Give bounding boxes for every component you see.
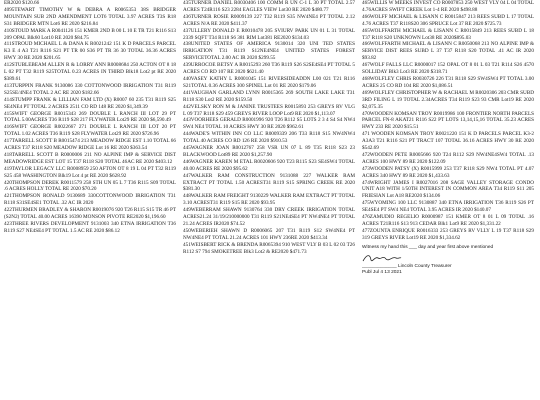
- list-item: 438UNITED STATES OF AMERICA 9130014 320 UNI TED STATES IRRIGATION T31 R119 S12NE4NE4 UNITED STATES FOREST SERVICETOTAL 2.00 AC IR 2020 $299.55: [183, 41, 355, 62]
- list-item: 420THOMPSON DEREK R0011579 258 STH UN 05 L 7 T36 R115 S09 TOTAL .6 ACRES HOLLY TOTAL RE 2020 $70.20: [4, 179, 176, 193]
- list-item: ER2020 $120.66: [4, 0, 40, 6]
- list-item: 421THOMPSON RONALD 9130689 330COTTONWOOD IRRIGATION T31 R118 S31SE4SE1 TOTAL .32 AC IR 2020: [4, 193, 176, 207]
- list-item: 450WEBERIEH SHAWN D R0006065 207 T31 R119 S12 SW4NE4 PT NW4NE4 PT TOTAL 21.24 ACRES 101 HWY 236RE 2020 $413.34: [183, 227, 355, 241]
- list-item: 412STUBLEBEAM ALLEN R & LORRY ANN R0008684 250 ACTON OT 8 18 L 02 PT T32 R119 S25TOTAL 0.23 ACRES IN THIRD Blk18 Lot2 pt RE 2020 $389.61: [4, 62, 176, 82]
- list-item: 423THREE RIVERS DEVELOPMENT 9131003 340 ETNA IRRIGATION T36 R119 S27 NE4SE4 PT TOTAL 1.5 AC RE 2020 $86.12: [4, 221, 176, 234]
- list-item: 444WADE'S WITHIN INN CO LLC R0009339 206 T33 R118 S15 NW4NW4 TOTAL 40 ACRES CO RD 126 RE 2020 $910.53: [183, 131, 355, 145]
- list-item: 422THURMEN BRADLEY & SHARON R0019076 920 T26 R115 S15 TR 46 PT (S2N2) TOTAL 40.00 ACRES 16390 MONSON PIVOTE RE2020 $1,196.60: [4, 207, 176, 221]
- notice-footer: [362, 245, 534, 276]
- list-item: 413TURPPIN FRANK 9130086 330 COTTONWOOD IRRIGATION T31 R119 S25SE/4NE4 TOTAL 2 AC RE 2020 $182.66: [4, 82, 176, 96]
- list-item: 440VASEY KATHY L R0001045 151 RIVERSIDEADDN L00 021 T21 R116 S21TOTAL 0.36 ACRES 300 SPINEL Lot 01 RE 2020 $179.06: [183, 75, 355, 89]
- list-item: 467WOLF FALLS LLC R0000017 152 OPAL OT 8 01 L 03 T21 R114 S26 4570 SOLLIDAY Blk3 Lot3 RE 2020 $318.71: [362, 62, 534, 76]
- list-item: 439URROCOE BETSY A R0015293 260 T36 R119 S26 S2SE4SE4 PT TOTAL 5 ACRES CO RD 107 RE 2020 $621.40: [183, 62, 355, 76]
- list-item: 414STUMPP FRANK & LILLIAN FAM LTD (X) R0007 60 235 T31 R119 S25 SE4NE4 PT TOTAL 2 ACRES 2511 CO RD 148 RE 2020 $1,349.39: [4, 96, 176, 110]
- list-item: 447WALKER RAM CONSTRUCTION 9131088 227 WALKER RAM EXTRACT PT TOTAL 1.50 ACREST31 R119 S15 SPRING CREEK RE 2020 $381.30: [183, 172, 355, 193]
- list-item: 471 WOODEN KOMSAN TROY R0021220 151 K D PARCELS PARCEL K3-2 A3A3 T21 R116 S21 PT TRACT 107 TOTAL 36.16 ACRES HWY 30 RE 2020 $542.69: [362, 131, 534, 152]
- list-item: 473WOODEN PATSY (X) R0015999 253 T37 R118 S29 NW4 TOTAL PT 4.07 ACRES 340 HWY 89 RE 2020 $1,433.63: [362, 165, 534, 179]
- column-1: [4, 0, 176, 400]
- list-item: 476ZAMUDIO REGELIO R0000987 151 KMER OT 8 01 L 09 TOTAL .16 ACRES T21R116 S13 913 CEDAR Blk1 Lot9 RE 2020 $1,331.22: [362, 214, 534, 227]
- list-item: 465WOLFFARTH MICHAEL & LISANN C R0015849 213 REES SUBD L 18 T37 R118 S20 UNKNOWN Lot38 RE 2020$895.03: [362, 27, 534, 41]
- list-item: 418TARRELL SCOTT B R0000006 211 NO ALPINE IMP & SERVICE DIST MEADOWRIDGE EST LOT 15 T37 R118 S20 TOTAL 46AC RE 2020 $403.12: [4, 151, 176, 165]
- list-item: 474WRIGHT JAMES I R0027016 208 SAGE VALLEY STORAGE CONDO UNIT A18 WITH 1/50TH INTEREST IN COMMON AREA T34 R119 S11 205 FRIESIAN Lot A18 RE2020 $134.06: [362, 179, 534, 200]
- list-item: 410STOUD MARK A R0041126 151 KMER 2ND B 00 L 10 E TR T21 R116 S13 209 OPAL Blk60 Lot10 RE 2020 $84.75: [4, 27, 176, 41]
- witness-line: Witness my hand this ___ day and year first above mentioned: [362, 244, 494, 250]
- list-item: 445WAGNER JOAN R0012767 258 VSR UN 07 L 89 T35 R118 S23 23 BLACKWOOD Lot89 RE 2020 $1,257.90: [183, 145, 355, 158]
- list-item: 477ZOUNTA ENRIQUE R0016333 253 GREYS RV VLLY L 19 T37 R118 S29 319 GREYS RIVER Lot19 RE 2020 $1,334.62: [362, 227, 534, 241]
- list-item: 411STROUD MICHAEL L & DANA K R0021242 151 K D PARCELS PARCEL K3 E 4 A3 T21 R116 S21 PT TR 00 S36 PT TR 36 30 TOTAL 36.36 ACRES HWY 30 RE 2020 $201.65: [4, 41, 176, 62]
- signature-image: [362, 252, 402, 264]
- list-item: 468WOLFLEY CHRIS R0030726 226 T31 R118 S29 SW4SW4 PT TOTAL 3.00 ACRES 25 CO RD 104 RE 2020 $1,086.51: [362, 75, 534, 89]
- list-item: 451WEISBERT RICK & BRENDA R0065394 910 WEST VLY B 03 L 02 03 T26 R112 S7 794 SMOKETREE Blk3 Lot2 & RE2020 $471.73: [183, 241, 355, 255]
- list-item: 415SWIFT GEORGE R0015343 269 DOUBLE L RANCH III LOT 29 PT TOTAL 5.00ACRES T36 R119 S28 217 FLYWATER Lot29 RE 2020 $6,590.49: [4, 110, 176, 124]
- list-item: 446WAGNER KAREN M ETAL R0020606 920 T23 R115 S23 SE4SW4 TOTAL 40.00 ACRES RE 2020 $95.62: [183, 158, 355, 172]
- list-item: 419TAYLOR LEGACY LLC R0008959 250 AFTON OT 8 19 L 04 PT T32 R119 S25 458 WASHINGTON Blk19 Lot 4 pt RE 2020 $628.92: [4, 165, 176, 179]
- signature-row: [362, 252, 534, 264]
- list-item: 443VOORHEES GERALD R0001996 920 T26 R112 S5 LOTS 2 3 4 S4 S4 NW4 SW4 NE4 TOTAL 10 ACRES HWY 30 RE 2020 $962.61: [183, 117, 355, 131]
- treasurer-line: _____________ Lincoln County Treasurer: [362, 263, 452, 269]
- list-item: 442VELSKY RON M & JANINE TRUSTEES R0015893 253 GREYS RV VLG L 09 T37 R118 S29 459 GREYS RIVER LOOP Lot9 RE 2020 $1,113.07: [183, 103, 355, 117]
- list-item: 4095TEWART TIMOTHY W & DEBRA A R0065353 38S BRIDGER MOUNTAIN SUB 2ND AMENDMENT LOT6 TOTAL 3.97 ACRES T3S R18 S31 BRIDGER MTN Lot6 RE 2020 $216.84: [4, 6, 176, 27]
- list-item: 475WYOMING 100 LLC 9130887 340 ETNA IRRIGATION T36 R119 S26 PT SE4SE4 PT SW4 NE4 TOTAL 3.95 ACRES IR 2020 $140.07: [362, 200, 534, 214]
- list-item: 470WOODEN KOMSAN TROY R0019986 100 FRONTIER NORTH PARCELS PARCEL FN-8 AKAT21 R116 S22 PT LOTS 13,14,15,16 TOTAL 35.23 ACRES HWY 233 RE 2020 $15.51: [362, 110, 534, 131]
- list-item: 466WOLFFARTH MICHAEL & LISANN C R0050068 213 NO ALPINE IMP & SERVICE DIST REES SUBD L 37 T37 R118 S20 TOTAL .41 AC IR 2020 $93.82: [362, 41, 534, 62]
- list-item: 416SWIFT GEORGE R0022667 271 DOUBLE L RANCH III LOT 20 PT TOTAL 1.02 ACRES T36 R119 S28 FLYWATER Lot29 RE 2020 $726.96: [4, 124, 176, 138]
- list-item: 449WEBERRAM SHAWN 9130764 330 DRY CREEK IRRIGATION TOTAL ACRES21.24 31/19/210000000 T31 R119 S21NE4SE4 PT NW4NE4 PT TOTAL 21.24 ACRES IR2020 $74.52: [183, 207, 355, 227]
- list-item: 436TURNER ROSIE R0009139 227 T32 R119 S35 NW4NE4 PT TOTAL 2.12 ACRES N/A RE 2020 $411.37: [183, 13, 355, 27]
- list-item: 448WALKER RAM FREIGHT 9130229 WALKER RAM EXTRACT PT TOTAL 3.10 ACREST31 R119 S15 RE 2020 $93.95: [183, 193, 355, 207]
- column-3: [362, 0, 534, 400]
- list-item: 472WOODEN PETE R0005666 920 T24 R112 S29 NW4NE4SW4 TOTAL .13 ACRES 100 HWY 89 RE 2020 $122.09: [362, 151, 534, 165]
- list-item: 465WILLIS W MEEKS INVEST CO R0007853 250 WEST VLY 04 L 04 TOTAL 4.76ACRES SWIFT CREEK Lot 1-4 RE 2020 $498.88: [362, 0, 534, 13]
- list-item: 417TARRELL SCOTT B R0015474 213 MEADOW RIDGE EST 1.10 TOTAL 66 ACRES T37 R118 S20 MEADOW RIDGE Lot 16 RE 2020 $363.54: [4, 138, 176, 152]
- list-item: 466WOLFF MICHAEL & LISANN C R0015847 213 REES SUBD L 17 TOTAL 4.76 ACRES T37 R118S20 306 SPRUCE Lot 37 RE 2020 $725.73: [362, 13, 534, 27]
- list-item: 437ULLERY DONALD E R0010478 205 SVIURV PARK UN 01 L 31 TOTAL 2339 SQFT T34 R118 S6 381 RIM Lot381 RE2020 $134.03: [183, 27, 355, 41]
- column-2: [183, 0, 355, 400]
- list-item: 441VAUGHAN GARLAND LYNN R0015365 269 SOUTH LAKE LAKE T31 R118 S30 Lot2 RE 2020 $159.50: [183, 89, 355, 103]
- list-item: 469WOLFLEY CHRISTOPHER W & RACHAEL M R0020306 203 CMR SUBD 3RD FILING L 19 TOTAL 2.34ACRES T34 R119 S23 93 CMR Lot19 RE 2020 $2,075.35: [362, 89, 534, 110]
- list-item: 435TURNER DANIEL R0030406 100 COMM R UN C-1 L 30 PT TOTAL 2.57 ACRES T24R116 S23 2284 EAGLES VIEW Lot30 RE 2020 $480.77: [183, 0, 355, 13]
- publication-line: Publ Jul 4 13 2021: [362, 269, 402, 275]
